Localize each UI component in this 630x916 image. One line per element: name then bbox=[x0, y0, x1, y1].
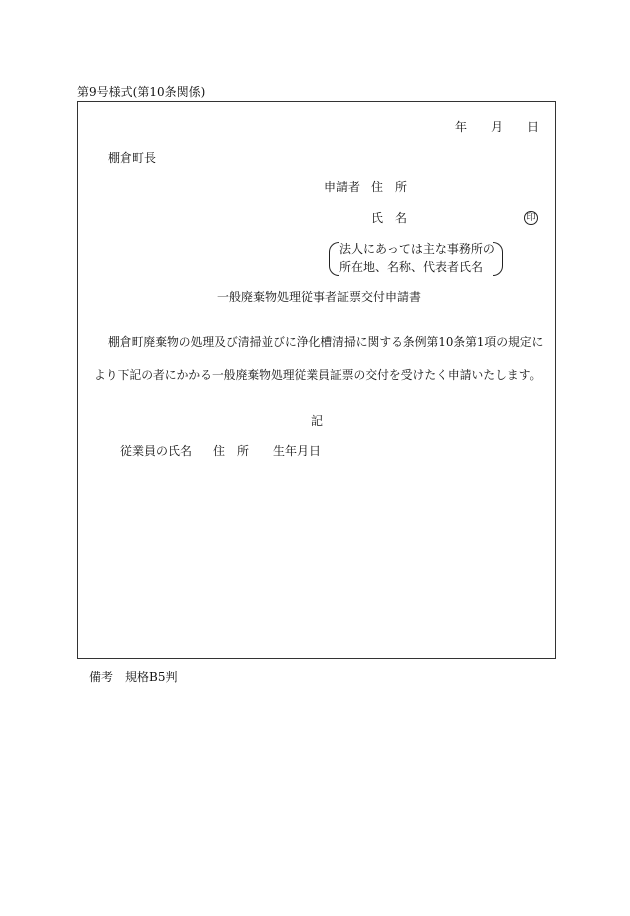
addressee: 棚倉町長 bbox=[108, 151, 157, 165]
column-birthdate: 生年月日 bbox=[273, 444, 322, 458]
date-month: 月 bbox=[491, 120, 504, 134]
address-label: 住 所 bbox=[371, 180, 408, 194]
document-title: 一般廃棄物処理従事者証票交付申請書 bbox=[217, 290, 422, 304]
right-parenthesis bbox=[493, 242, 503, 276]
date-day: 日 bbox=[527, 120, 540, 134]
applicant-note-line2: 所在地、名称、代表者氏名 bbox=[339, 260, 484, 274]
applicant-label: 申請者 bbox=[324, 180, 361, 194]
form-number: 第9号様式(第10条関係) bbox=[77, 85, 206, 99]
column-employee-name: 従業員の氏名 bbox=[120, 444, 193, 458]
footer-note-text: 規格B5判 bbox=[125, 670, 178, 684]
column-address: 住 所 bbox=[213, 444, 250, 458]
ki-heading: 記 bbox=[311, 414, 324, 428]
name-label: 氏 名 bbox=[371, 211, 408, 225]
seal-mark: 印 bbox=[524, 211, 538, 225]
applicant-note-line1: 法人にあっては主な事務所の bbox=[339, 242, 495, 256]
left-parenthesis bbox=[329, 242, 339, 276]
body-line-2: より下記の者にかかる一般廃棄物処理従業員証票の交付を受けたく申請いたします。 bbox=[94, 368, 542, 382]
body-line-1: 棚倉町廃棄物の処理及び清掃並びに浄化槽清掃に関する条例第10条第1項の規定に bbox=[108, 335, 544, 349]
footer-note-label: 備考 bbox=[89, 670, 114, 684]
date-year: 年 bbox=[455, 120, 468, 134]
